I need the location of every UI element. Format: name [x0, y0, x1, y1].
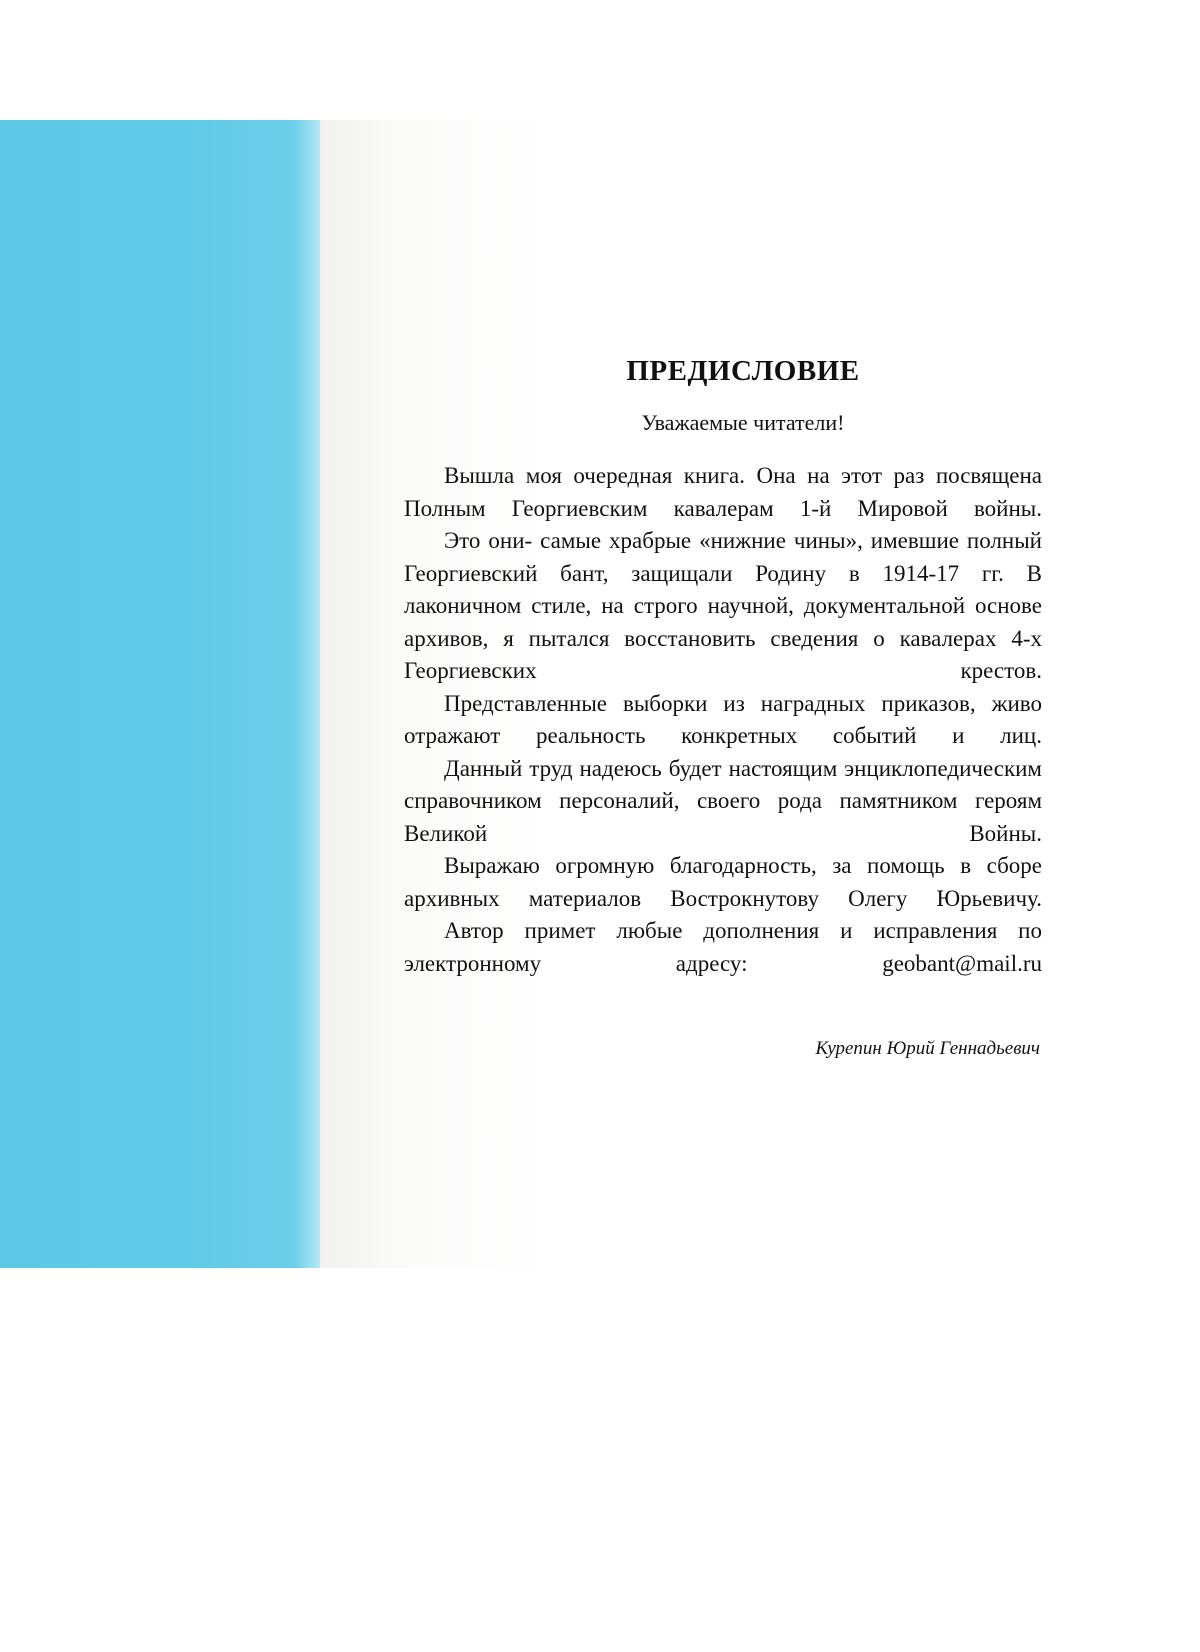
paragraph: Выражаю огромную благодарность, за помощь в сборе архивных материалов Вострокнутову Олегу Юрьевичу.	[404, 853, 1042, 911]
greeting-line: Уважаемые читатели!	[641, 410, 845, 435]
blue-cover-strip	[0, 120, 320, 1268]
preface-heading: ПРЕДИСЛОВИЕ	[626, 355, 860, 387]
author-signature: Курепин Юрий Геннадьевич	[815, 1038, 1040, 1059]
preface-text	[404, 355, 1042, 980]
paragraph: Автор примет любые дополнения и исправления по электронному адресу: geobant@mail.ru	[404, 918, 1042, 976]
paragraph: Представленные выборки из наградных приказов, живо отражают реальность конкретных событий и лиц.	[404, 690, 1042, 748]
paragraph: Это они- самые храбрые «нижние чины», имевшие полный Георгиевский бант, защищали Родину в 1914-17 гг. В лаконичном стиле, на строго научной, документальной основе архивов, я пытался восстановить сведения о кавалерах 4-х Георгиевских крестов.	[404, 528, 1042, 683]
paragraph: Вышла моя очередная книга. Она на этот раз посвящена Полным Георгиевским кавалерам 1-й Мировой войны.	[404, 463, 1042, 521]
paragraph: Данный труд надеюсь будет настоящим энциклопедическим справочником персоналий, своего рода памятником героям Великой Войны.	[404, 755, 1042, 846]
